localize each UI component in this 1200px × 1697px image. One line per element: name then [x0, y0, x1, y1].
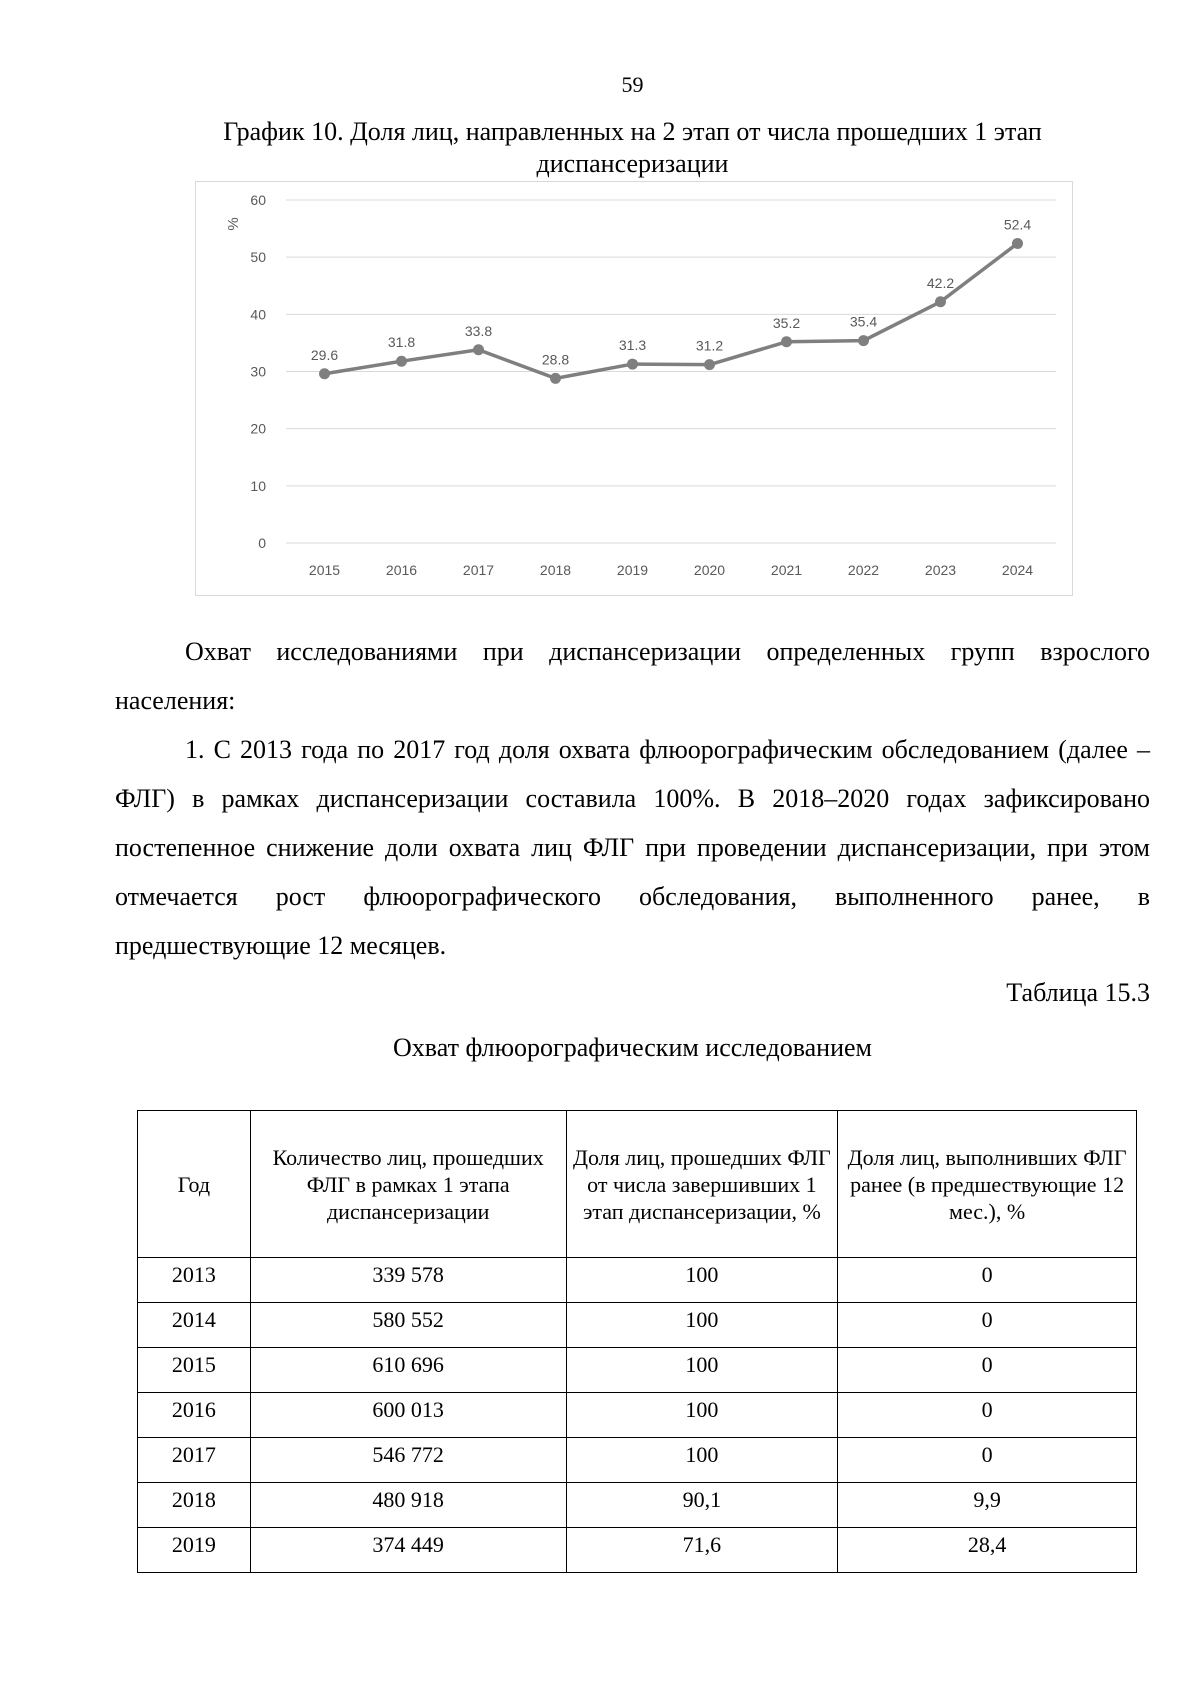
- y-tick-label: 10: [250, 477, 266, 494]
- y-tick-label: 0: [258, 535, 266, 551]
- y-tick-label: 20: [250, 420, 266, 437]
- table-row: [138, 1393, 1137, 1438]
- cell-year: 2013: [138, 1258, 251, 1303]
- x-tick-label: 2021: [770, 562, 803, 578]
- chart-title-line1: График 10. Доля лиц, направленных на 2 этап от числа прошедших 1 этап: [223, 117, 1042, 146]
- paragraph-coverage-intro-text: Охват исследованиями при диспансеризации определенных групп взрослого населения:: [115, 637, 1150, 715]
- cell-count: 610 696: [250, 1348, 566, 1393]
- data-label: 35.4: [849, 313, 878, 330]
- header-share-passed: Доля лиц, прошедших ФЛГ от числа завершивших 1 этап диспансеризации, %: [566, 1111, 838, 1258]
- data-point: [396, 356, 407, 367]
- chart-title-line2: диспансеризации: [536, 149, 729, 178]
- line-chart: [195, 181, 1073, 596]
- cell-share-passed: 90,1: [566, 1483, 838, 1528]
- data-point: [1012, 238, 1023, 249]
- header-share-earlier: Доля лиц, выполнивших ФЛГ ранее (в предшествующие 12 мес.), %: [838, 1111, 1137, 1258]
- data-point: [704, 359, 715, 370]
- y-tick-label: 60: [250, 192, 266, 208]
- cell-share-earlier: 0: [838, 1303, 1137, 1348]
- cell-year: 2016: [138, 1393, 251, 1438]
- cell-count: 480 918: [250, 1483, 566, 1528]
- cell-share-earlier: 0: [838, 1393, 1137, 1438]
- table-label: Таблица 15.3: [1006, 978, 1150, 1007]
- table-row: [138, 1348, 1137, 1393]
- cell-share-earlier: 28,4: [838, 1528, 1137, 1573]
- data-label: 29.6: [310, 346, 339, 363]
- series-line: [325, 243, 1018, 378]
- cell-share-earlier: 9,9: [838, 1483, 1137, 1528]
- cell-share-passed: 100: [566, 1258, 838, 1303]
- table-header-row: [138, 1111, 1137, 1258]
- cell-share-passed: 100: [566, 1393, 838, 1438]
- data-label: 31.2: [695, 337, 724, 354]
- data-label: 31.3: [618, 337, 647, 354]
- table-row: [138, 1483, 1137, 1528]
- x-tick-label: 2019: [616, 562, 649, 578]
- cell-share-passed: 100: [566, 1348, 838, 1393]
- cell-count: 374 449: [250, 1528, 566, 1573]
- data-point: [781, 336, 792, 347]
- header-year: Год: [138, 1111, 251, 1258]
- cell-year: 2017: [138, 1438, 251, 1483]
- flg-coverage-table: [137, 1110, 1137, 1573]
- data-point: [473, 344, 484, 355]
- data-point: [319, 368, 330, 379]
- x-tick-label: 2016: [385, 562, 418, 578]
- cell-share-passed: 100: [566, 1303, 838, 1348]
- page-number: 59: [621, 72, 644, 97]
- x-tick-label: 2015: [308, 562, 341, 578]
- x-tick-label: 2024: [1001, 562, 1034, 578]
- cell-year: 2019: [138, 1528, 251, 1573]
- paragraph-coverage-intro: [115, 627, 1150, 725]
- paragraph-flg-coverage-text: 1. С 2013 года по 2017 год доля охвата флюорографическим обследованием (далее – ФЛГ) в рамках диспансеризации составила 100%. В 2018–2020 годах зафиксировано постепенное снижение доли охвата лиц ФЛГ при проведении диспансеризации, при этом отмечается рост флюорографического обследования, выполненного ранее, в предшествующие 12 месяцев.: [115, 735, 1150, 960]
- cell-year: 2015: [138, 1348, 251, 1393]
- cell-count: 600 013: [250, 1393, 566, 1438]
- cell-count: 546 772: [250, 1438, 566, 1483]
- y-axis-label: %: [225, 217, 242, 231]
- data-label: 35.2: [772, 314, 801, 331]
- data-point: [858, 335, 869, 346]
- data-point: [627, 359, 638, 370]
- table-row: [138, 1528, 1137, 1573]
- cell-year: 2014: [138, 1303, 251, 1348]
- cell-count: 580 552: [250, 1303, 566, 1348]
- y-tick-label: 50: [250, 249, 266, 266]
- header-count: Количество лиц, прошедших ФЛГ в рамках 1 этапа диспансеризации: [250, 1111, 566, 1258]
- cell-count: 339 578: [250, 1258, 566, 1303]
- y-tick-label: 40: [250, 306, 266, 323]
- x-tick-label: 2023: [924, 562, 957, 578]
- cell-share-earlier: 0: [838, 1348, 1137, 1393]
- x-tick-label: 2018: [539, 562, 572, 578]
- cell-share-earlier: 0: [838, 1438, 1137, 1483]
- table-row: [138, 1258, 1137, 1303]
- cell-share-passed: 71,6: [566, 1528, 838, 1573]
- chart-svg: [196, 182, 1074, 597]
- data-label: 42.2: [926, 274, 955, 291]
- data-label: 28.8: [541, 351, 570, 368]
- data-label: 33.8: [464, 322, 493, 339]
- data-label: 52.4: [1003, 216, 1032, 233]
- table-body: [138, 1258, 1137, 1573]
- data-label: 31.8: [387, 334, 416, 351]
- cell-share-passed: 100: [566, 1438, 838, 1483]
- chart-title: [180, 116, 1085, 180]
- cell-year: 2018: [138, 1483, 251, 1528]
- y-tick-label: 30: [250, 363, 266, 380]
- cell-share-earlier: 0: [838, 1258, 1137, 1303]
- data-point: [550, 373, 561, 384]
- x-tick-label: 2017: [462, 562, 495, 578]
- table-title: Охват флюорографическим исследованием: [393, 1033, 872, 1062]
- x-tick-label: 2022: [847, 562, 880, 578]
- table-row: [138, 1303, 1137, 1348]
- x-tick-label: 2020: [693, 562, 726, 578]
- paragraph-flg-coverage: [115, 725, 1150, 970]
- table-row: [138, 1438, 1137, 1483]
- data-point: [935, 296, 946, 307]
